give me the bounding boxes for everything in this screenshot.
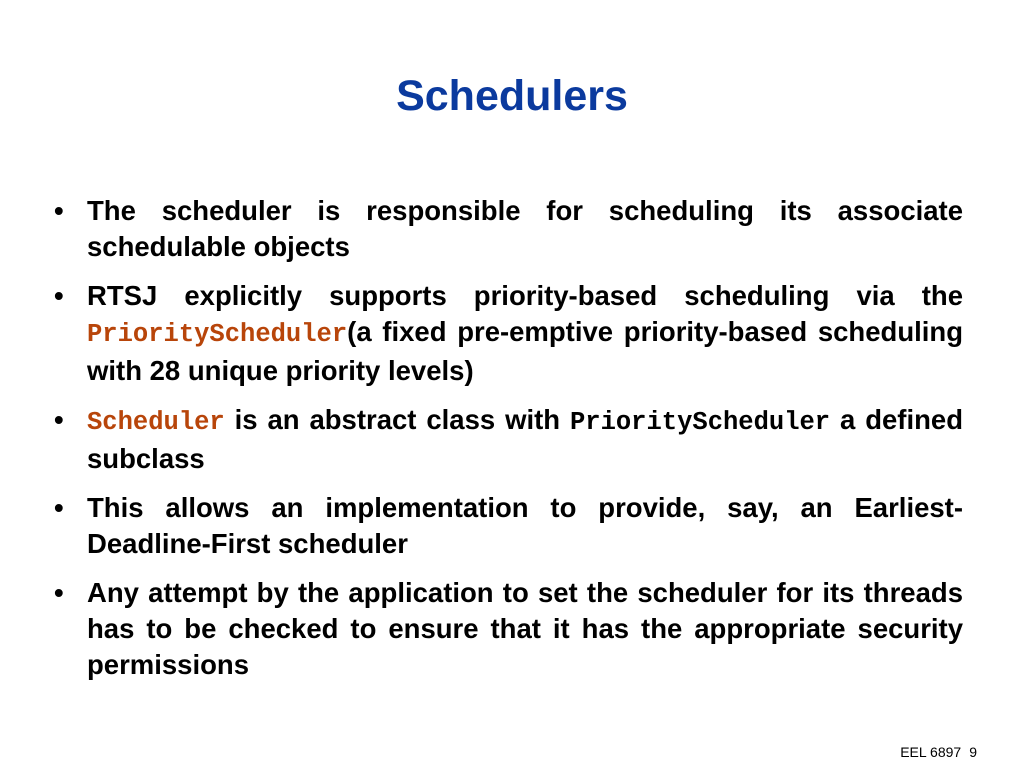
bullet-text: Any attempt by the application to set the scheduler for its threads has to be checked to ensure that it has the appropriate security permissions <box>87 577 963 680</box>
bullet-marker: • <box>54 280 64 311</box>
bullet-item-security <box>54 575 963 683</box>
bullet-text: This allows an implementation to provide, say, an Earliest-Deadline-First scheduler <box>87 492 963 559</box>
code-scheduler: Scheduler <box>87 408 225 437</box>
bullet-item-rtsj-priority <box>54 278 963 389</box>
bullet-marker: • <box>54 577 64 608</box>
bullet-item-abstract-class <box>54 402 963 477</box>
bullet-text-after: a defined subclass <box>87 404 964 474</box>
code-priority-scheduler-plain: PriorityScheduler <box>569 408 831 437</box>
bullet-item-scheduler-responsibility <box>54 193 963 265</box>
bullet-marker: • <box>54 492 64 523</box>
bullet-text-after: (a fixed pre-emptive priority-based scheduling with 28 unique priority levels) <box>87 316 963 386</box>
bullet-marker: • <box>54 195 64 226</box>
bullet-text: The scheduler is responsible for scheduling its associate schedulable objects <box>87 195 963 262</box>
bullet-list <box>54 193 963 696</box>
slide-footer <box>900 744 977 760</box>
slide-title: Schedulers <box>396 72 628 120</box>
bullet-text-middle: is an abstract class with <box>224 404 570 435</box>
footer-page-number: 9 <box>969 744 977 760</box>
bullet-text-before: RTSJ explicitly supports priority-based scheduling via the <box>87 280 963 311</box>
code-priority-scheduler: PriorityScheduler <box>87 320 348 349</box>
bullet-item-edf <box>54 490 963 562</box>
footer-course-code: EEL 6897 <box>900 744 962 760</box>
bullet-marker: • <box>54 404 64 435</box>
